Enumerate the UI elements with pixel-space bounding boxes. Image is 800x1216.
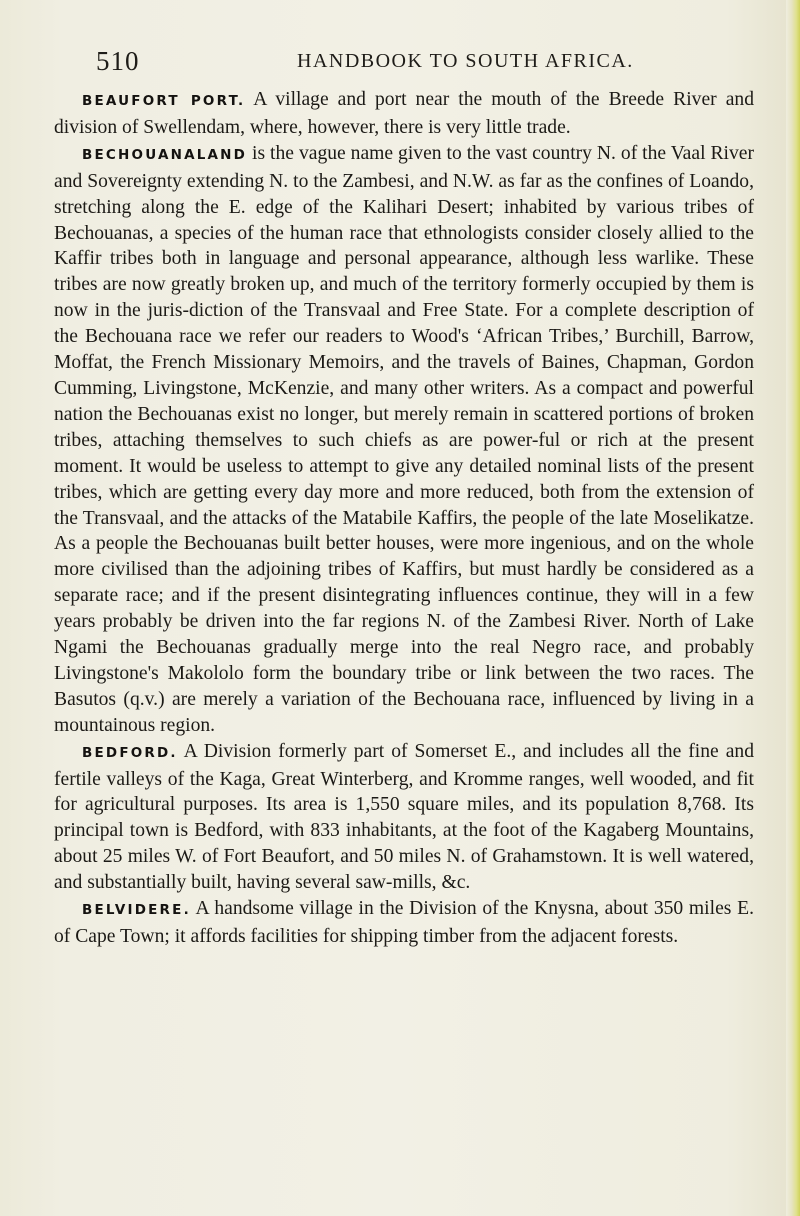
- running-head: HANDBOOK TO SOUTH AFRICA.: [297, 50, 634, 72]
- entry-text: A village and port near the mouth of the Breede River and division of Swellendam, where, however, there is very little trade.: [54, 89, 754, 138]
- page-body: [54, 87, 754, 950]
- entry-headword: BECHOUANALAND: [82, 146, 248, 163]
- entry-headword: BEDFORD.: [82, 744, 178, 761]
- entry-headword: BELVIDERE.: [82, 902, 191, 919]
- entry-text: A handsome village in the Division of the Knysna, about 350 miles E. of Cape Town; it affords facilities for shipping timber from the adjacent forests.: [54, 898, 754, 947]
- entry-bedford: [54, 739, 754, 896]
- page-edge: [786, 0, 800, 1216]
- entry-text: is the vague name given to the vast country N. of the Vaal River and Sovereignty extending N. to the Zambesi, and N.W. as far as the confines of Loando, stretching along the E. edge of the Kalihari Desert; inhabited by various tribes of Bechouanas, a species of the human race that ethnologists consider closely allied to the Kaffir tribes both in language and personal appearance, although less warlike. These tribes are now greatly broken up, and much of the territory formerly occupied by them is now in the juris-diction of the Transvaal and Free State. For a complete description of the Bechouana race we refer our readers to Wood's ‘African Tribes,’ Burchill, Barrow, Moffat, the French Missionary Memoirs, and the travels of Baines, Chapman, Gordon Cumming, Livingstone, McKenzie, and many other writers. As a compact and powerful nation the Bechouanas exist no longer, but merely remain in scattered portions of broken tribes, attaching themselves to such chiefs as are power-ful or rich at the present moment. It would be useless to attempt to give any detailed nominal lists of the present tribes, which are getting every day more and more reduced, both from the extension of the Transvaal, and the attacks of the Matabile Kaffirs, the people of the late Moselikatze. As a people the Bechouanas built better houses, were more ingenious, and on the whole more civilised than the adjoining tribes of Kaffirs, but must hardly be considered as a separate race; and if the present disintegrating influences continue, they will in a few years probably be driven into the far regions N. of the Zambesi River. North of Lake Ngami the Bechouanas gradually merge into the real Negro race, and probably Livingstone's Makololo form the boundary tribe or link between the two races. The Basutos (q.v.) are merely a variation of the Bechouana race, influenced by living in a mountainous region.: [54, 142, 754, 736]
- page-number: 510: [96, 46, 140, 76]
- entry-beaufort-port: [54, 87, 754, 141]
- page-header: [96, 46, 736, 80]
- entry-belvidere: [54, 896, 754, 950]
- entry-bechouanaland: [54, 141, 754, 739]
- entry-text: A Division formerly part of Somerset E., and includes all the fine and fertile valleys of the Kaga, Great Winterberg, and Kromme ranges, well wooded, and fit for agricultural purposes. Its area is 1,550 square miles, and its population 8,768. Its principal town is Bedford, with 833 inhabitants, at the foot of the Kagaberg Mountains, about 25 miles W. of Fort Beaufort, and 50 miles N. of Grahamstown. It is well watered, and substantially built, having several saw-mills, &c.: [54, 740, 754, 894]
- entry-headword: BEAUFORT PORT.: [82, 93, 246, 109]
